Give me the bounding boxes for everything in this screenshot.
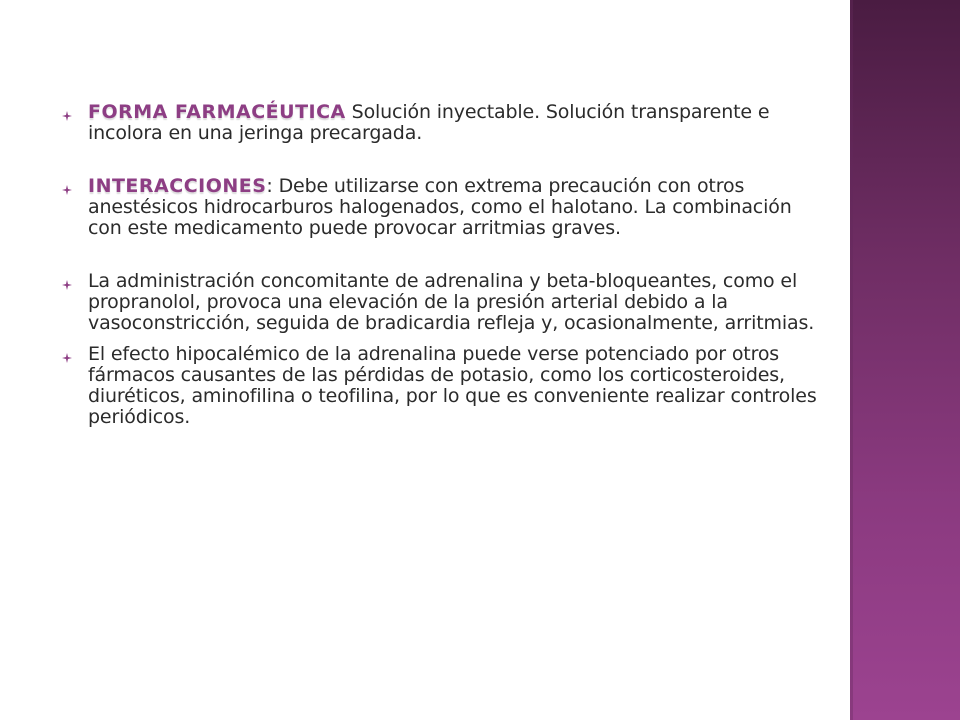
bullet-heading-separator: :: [266, 175, 273, 197]
bullet-text: El efecto hipocalémico de la adrenalina puede verse potenciado por otros fármacos causantes de las pérdidas de potasio, como los corticosteroides, diuréticos, aminofilina o teofilina, por lo que es conveniente realizar controles periódicos.: [88, 343, 817, 428]
bullet-item-interacciones: [62, 176, 822, 239]
slide-body: [62, 102, 822, 428]
decorative-side-band: [850, 0, 960, 720]
bullet-text: Solución inyectable. Solución transparente e incolora en una jeringa precargada.: [88, 101, 770, 144]
bullet-item-forma-farmaceutica: [62, 102, 822, 144]
four-point-star-icon: [62, 353, 72, 363]
bullet-item-betabloqueantes: [62, 271, 822, 334]
bullet-text: La administración concomitante de adrenalina y beta-bloqueantes, como el propranolol, provoca una elevación de la presión arterial debido a la vasoconstricción, seguida de bradicardia refleja y, ocasionalmente, arritmias.: [88, 270, 815, 334]
four-point-star-icon: [62, 185, 72, 195]
bullet-text: Debe utilizarse con extrema precaución con otros anestésicos hidrocarburos halogenados, como el halotano. La combinación con este medicamento puede provocar arritmias graves.: [88, 175, 792, 239]
four-point-star-icon: [62, 111, 72, 121]
bullet-heading: FORMA FARMACÉUTICA: [88, 101, 346, 123]
bullet-item-hipocalemico: [62, 344, 822, 428]
bullet-heading: INTERACCIONES: [88, 175, 267, 197]
four-point-star-icon: [62, 280, 72, 290]
